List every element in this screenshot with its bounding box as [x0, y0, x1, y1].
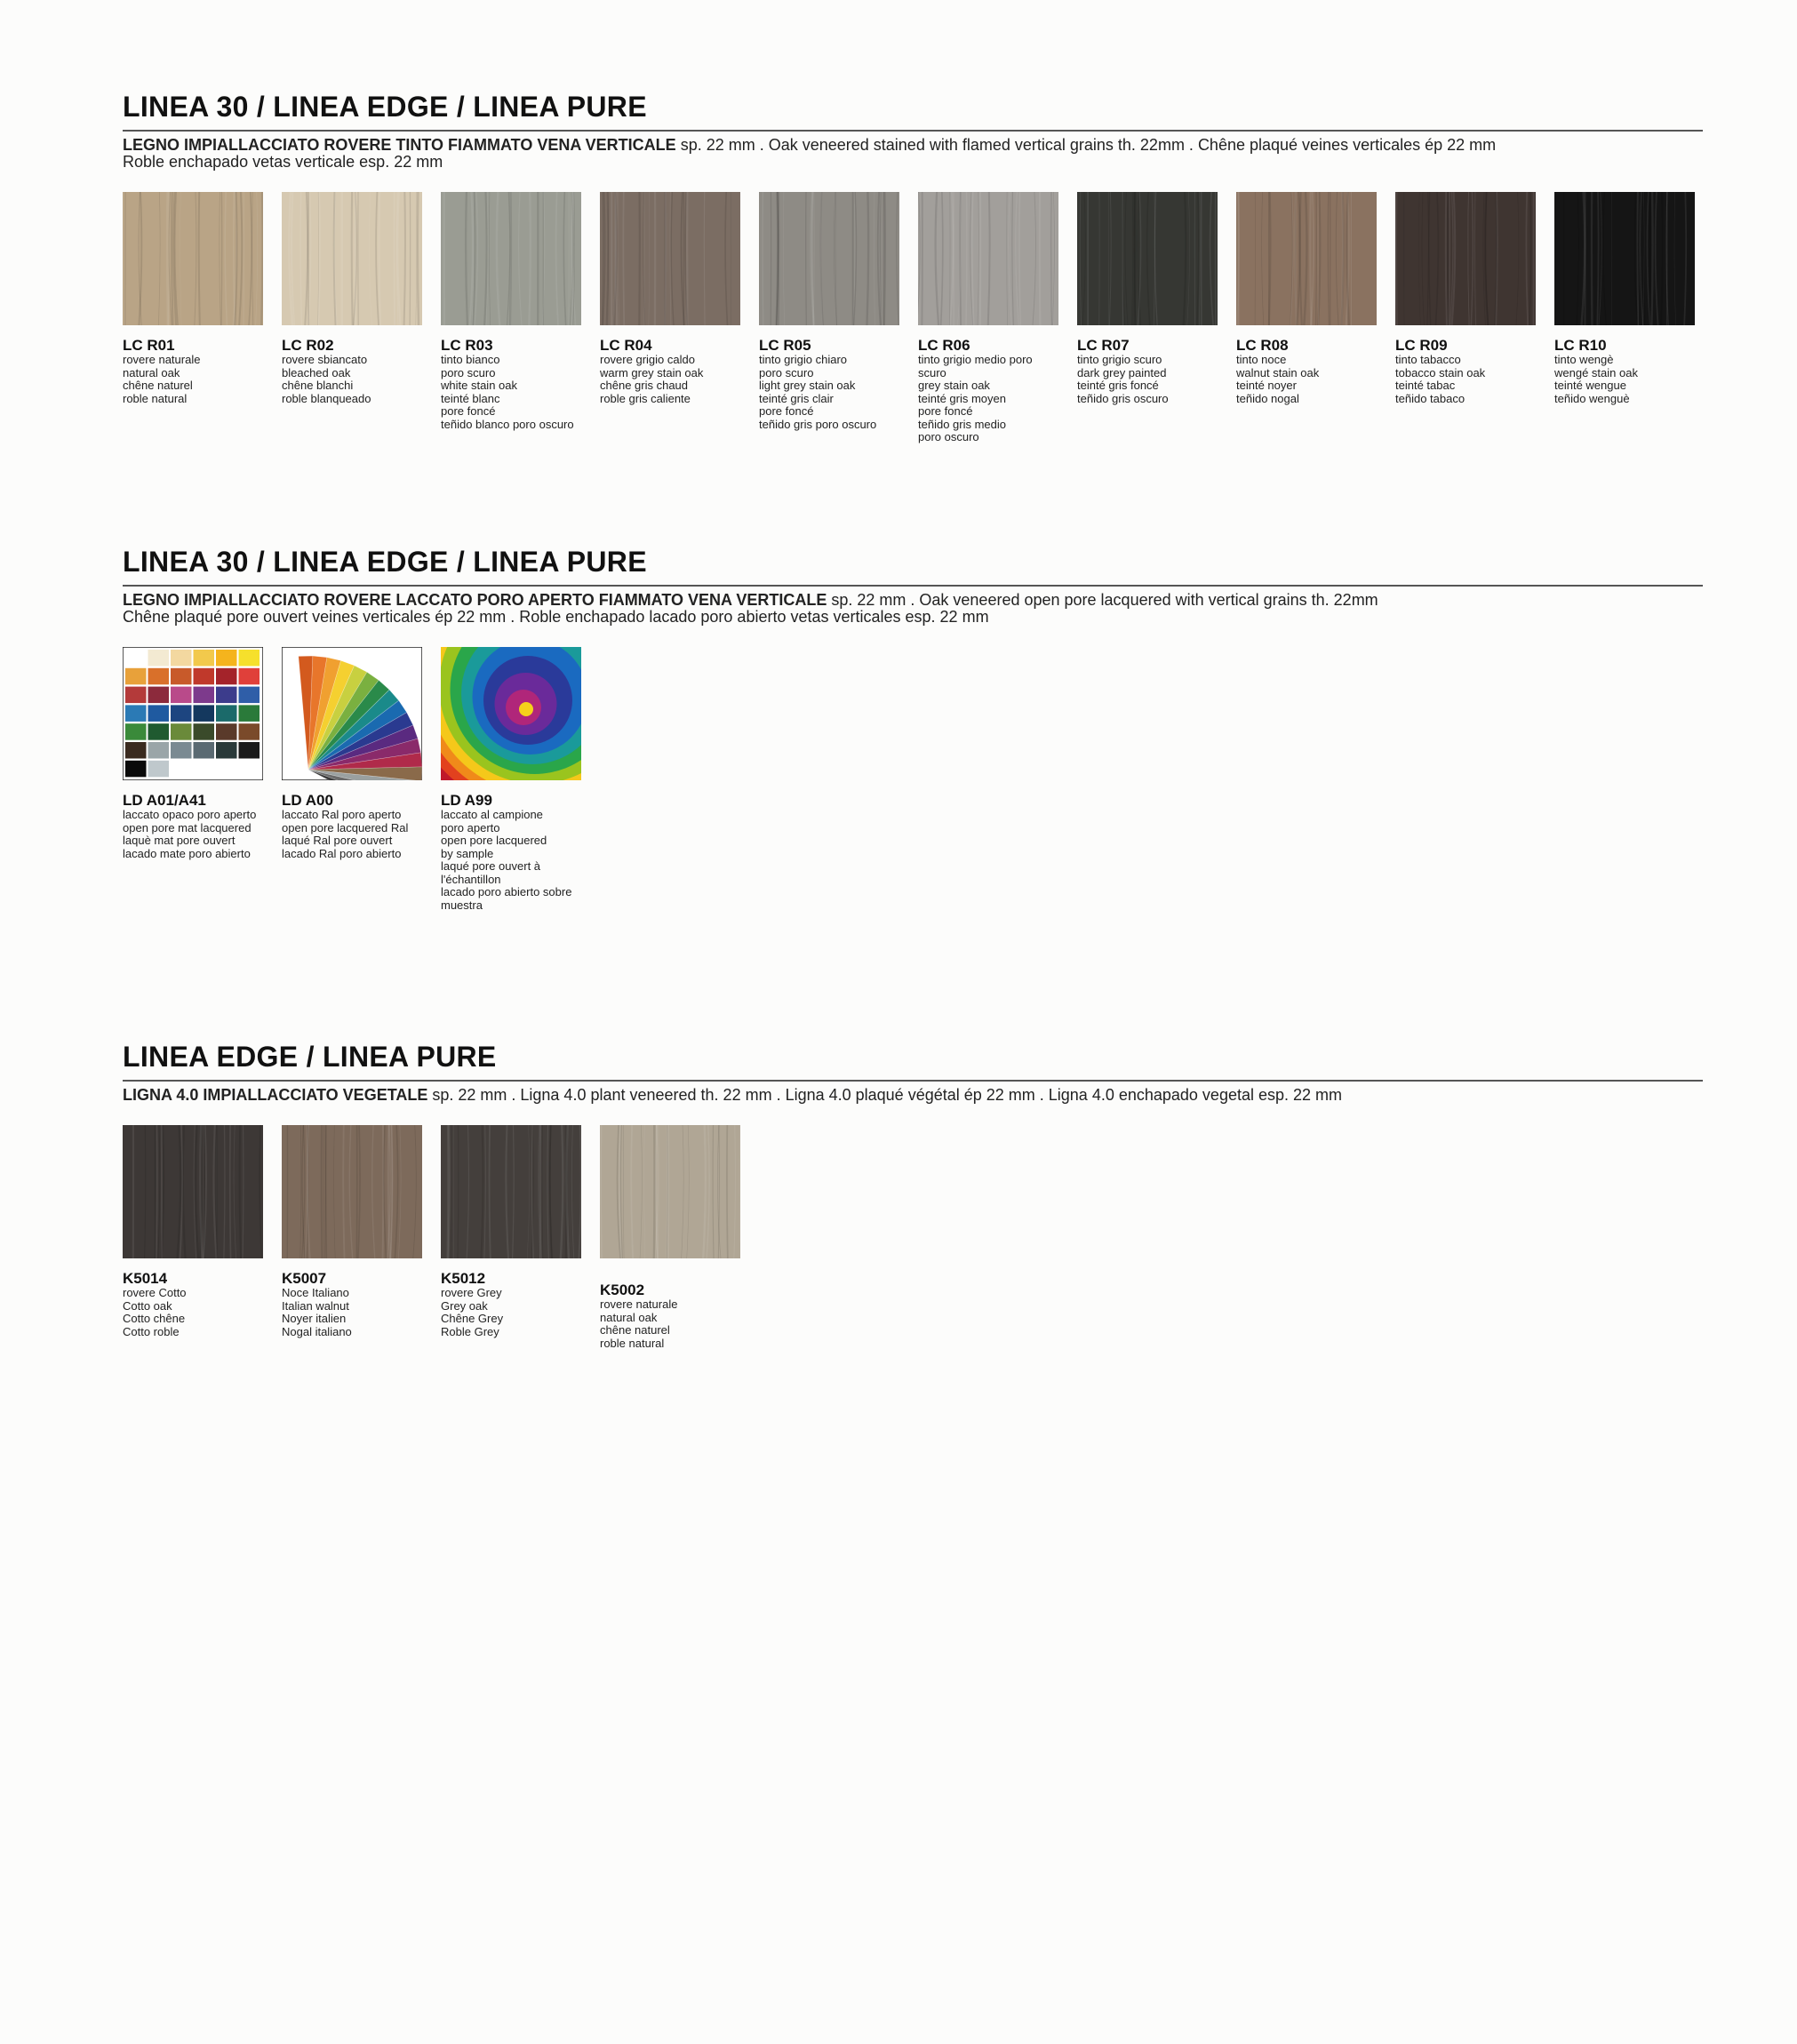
swatch-description-line: teinté gris clair: [759, 391, 834, 405]
swatch-description-line: Italian walnut: [282, 1298, 349, 1313]
swatch-description-line: Nogal italiano: [282, 1324, 352, 1338]
swatch-code: LC R01: [123, 337, 175, 354]
swatch-description-line: tinto bianco: [441, 353, 500, 366]
swatch-description-line: rovere sbiancato: [282, 353, 368, 366]
swatch-description: [918, 354, 1060, 444]
swatch-code: LC R08: [1236, 337, 1289, 354]
swatch-description-line: teñido nogal: [1236, 391, 1299, 405]
swatch-item: [600, 192, 742, 405]
swatch-code: K5002: [600, 1281, 645, 1298]
swatch-description-line: dark grey painted: [1077, 365, 1167, 379]
swatch-item: [123, 647, 265, 860]
swatch-description-line: lacado Ral poro abierto: [282, 846, 402, 860]
swatch-description-line: teñido gris medio: [918, 417, 1006, 431]
section-title: LINEA 30 / LINEA EDGE / LINEA PURE: [123, 91, 647, 123]
swatch-description: [1554, 354, 1697, 405]
swatch-description-line: scuro: [918, 365, 946, 379]
section-description: [123, 137, 1703, 171]
section-description: [123, 1087, 1703, 1104]
section-lacquered-oak: [123, 544, 1703, 949]
divider: [123, 130, 1703, 132]
swatch-description-line: poro aperto: [441, 820, 500, 834]
swatch-description-line: Roble Grey: [441, 1324, 499, 1338]
wood-swatch: [759, 192, 899, 325]
swatch-item: [441, 1125, 583, 1338]
section-title: LINEA 30 / LINEA EDGE / LINEA PURE: [123, 546, 647, 578]
swatch-description-line: laqué pore ouvert à: [441, 859, 541, 873]
wood-swatch: [441, 1125, 581, 1258]
swatch-description-line: Chêne Grey: [441, 1312, 504, 1325]
swatch-description-line: teinté noyer: [1236, 379, 1297, 392]
swatch-item: [441, 192, 583, 431]
swatch-grid: [123, 192, 1703, 494]
swatch-code: LC R04: [600, 337, 652, 354]
description-bold: LEGNO IMPIALLACCIATO ROVERE LACCATO PORO APERTO FIAMMATO VENA VERTICALE: [123, 591, 827, 609]
description-bold: LIGNA 4.0 IMPIALLACCIATO VEGETALE: [123, 1086, 428, 1104]
swatch-description-line: teinté gris moyen: [918, 391, 1006, 405]
swatch-item: [282, 1125, 424, 1338]
swatch-item: [441, 647, 583, 912]
swatch-description-line: teñido wenguè: [1554, 391, 1630, 405]
swatch-description-line: grey stain oak: [918, 379, 990, 392]
swatch-code: LC R09: [1395, 337, 1448, 354]
swatch-description: [123, 809, 265, 860]
swatch-description-line: walnut stain oak: [1236, 365, 1320, 379]
swatch-description-line: poro oscuro: [918, 430, 979, 443]
swatch-description-line: Cotto chêne: [123, 1312, 186, 1325]
divider: [123, 1080, 1703, 1082]
swatch-description-line: teñido tabaco: [1395, 391, 1466, 405]
wood-swatch: [282, 192, 422, 325]
swatch-description: [759, 354, 901, 431]
swatch-description-line: chêne naturel: [123, 379, 193, 392]
swatch-code: K5014: [123, 1270, 168, 1287]
swatch-description-line: chêne blanchi: [282, 379, 354, 392]
swatch-description: [123, 354, 265, 405]
swatch-code: LD A01/A41: [123, 792, 206, 809]
wood-swatch: [123, 1125, 263, 1258]
swatch-description: [123, 1287, 265, 1338]
swatch-description-line: rovere Grey: [441, 1286, 502, 1299]
swatch-description: [441, 809, 583, 912]
swatch-description-line: lacado mate poro abierto: [123, 846, 251, 860]
swatch-code: LC R02: [282, 337, 334, 354]
section-description: [123, 592, 1703, 626]
swatch-description-line: Noce Italiano: [282, 1286, 349, 1299]
section-stained-oak: [123, 89, 1703, 494]
swatch-description-line: laquè mat pore ouvert: [123, 834, 236, 847]
wood-swatch: [1236, 192, 1377, 325]
swatch-description-line: tobacco stain oak: [1395, 365, 1486, 379]
section-title: LINEA EDGE / LINEA PURE: [123, 1041, 497, 1073]
description-text: sp. 22 mm . Ligna 4.0 plant veneered th. 22 mm . Ligna 4.0 plaqué végétal ép 22 mm . Ligna 4.0 enchapado vegetal esp. 22 mm: [427, 1086, 1343, 1104]
swatch-description-line: teinté gris foncé: [1077, 379, 1159, 392]
swatch-description: [282, 354, 424, 405]
swatch-description-line: roble blanqueado: [282, 391, 371, 405]
wood-swatch: [1077, 192, 1218, 325]
swatch-description-line: pore foncé: [441, 404, 496, 418]
swatch-description-line: Cotto oak: [123, 1298, 172, 1313]
swatch-code: LC R05: [759, 337, 811, 354]
swatch-description-line: chêne naturel: [600, 1323, 670, 1337]
swatch-item: [282, 647, 424, 860]
swatch-description-line: laqué Ral pore ouvert: [282, 834, 393, 847]
swatch-code: LD A00: [282, 792, 333, 809]
swatch-description-line: teinté tabac: [1395, 379, 1456, 392]
swatch-description-line: Noyer italien: [282, 1312, 347, 1325]
swatch-code: K5007: [282, 1270, 327, 1287]
swatch-item: [1395, 192, 1537, 405]
swatch-description-line: warm grey stain oak: [600, 365, 704, 379]
swatch-description: [282, 1287, 424, 1338]
swatch-description-line: open pore mat lacquered: [123, 820, 252, 834]
swatch-description-line: teñido blanco poro oscuro: [441, 417, 574, 431]
swatch-description: [441, 1287, 583, 1338]
swatch-description-line: tinto grigio medio poro: [918, 353, 1033, 366]
swatch-item: [1554, 192, 1697, 405]
swatch-item: [123, 1125, 265, 1338]
swatch-description-line: wengé stain oak: [1554, 365, 1638, 379]
swatch-grid: [123, 647, 1703, 949]
wood-swatch: [282, 1125, 422, 1258]
color-swirl-icon: [441, 647, 581, 780]
wood-swatch: [600, 192, 740, 325]
swatch-description-line: light grey stain oak: [759, 379, 856, 392]
swatch-description-line: tinto wengè: [1554, 353, 1614, 366]
divider: [123, 585, 1703, 587]
swatch-description-line: tinto grigio scuro: [1077, 353, 1162, 366]
swatch-description: [282, 809, 424, 860]
description-text: sp. 22 mm . Oak veneered stained with flamed vertical grains th. 22mm . Chêne plaqué veines verticales ép 22 mm: [675, 136, 1497, 154]
swatch-description: [1395, 354, 1537, 405]
swatch-description-line: rovere naturale: [123, 353, 201, 366]
swatch-description-line: natural oak: [123, 365, 180, 379]
swatch-description-line: open pore lacquered Ral: [282, 820, 409, 834]
swatch-description-line: Grey oak: [441, 1298, 488, 1313]
swatch-description-line: lacado poro abierto sobre: [441, 885, 572, 898]
swatch-item: [1077, 192, 1219, 405]
swatch-description-line: teinté wengue: [1554, 379, 1626, 392]
wood-swatch: [1554, 192, 1695, 325]
description-line2: Roble enchapado vetas verticale esp. 22 mm: [123, 153, 443, 171]
wood-swatch: [600, 1125, 740, 1258]
description-text: sp. 22 mm . Oak veneered open pore lacquered with vertical grains th. 22mm: [827, 591, 1378, 609]
swatch-code: K5012: [441, 1270, 486, 1287]
swatch-code: LC R06: [918, 337, 970, 354]
swatch-description-line: open pore lacquered: [441, 834, 547, 847]
wood-swatch: [918, 192, 1058, 325]
swatch-description-line: tinto tabacco: [1395, 353, 1461, 366]
swatch-description-line: bleached oak: [282, 365, 351, 379]
swatch-description-line: white stain oak: [441, 379, 517, 392]
swatch-description-line: roble gris caliente: [600, 391, 691, 405]
swatch-description-line: roble natural: [600, 1336, 665, 1350]
swatch-description-line: tinto grigio chiaro: [759, 353, 847, 366]
swatch-description-line: Cotto roble: [123, 1324, 180, 1338]
swatch-description: [1077, 354, 1219, 405]
swatch-description-line: pore foncé: [918, 404, 973, 418]
swatch-description-line: rovere naturale: [600, 1297, 678, 1311]
description-line2: Chêne plaqué pore ouvert veines verticales ép 22 mm . Roble enchapado lacado poro abierto vetas verticales esp. 22 mm: [123, 608, 989, 626]
swatch-item: [282, 192, 424, 405]
swatch-item: [600, 1125, 742, 1350]
swatch-description-line: teñido gris poro oscuro: [759, 417, 877, 431]
swatch-code: LC R10: [1554, 337, 1607, 354]
swatch-description-line: poro scuro: [441, 365, 496, 379]
wood-swatch: [441, 192, 581, 325]
swatch-description-line: by sample: [441, 846, 494, 860]
swatch-description-line: tinto noce: [1236, 353, 1287, 366]
swatch-description-line: rovere Cotto: [123, 1286, 187, 1299]
swatch-item: [123, 192, 265, 405]
wood-swatch: [1395, 192, 1536, 325]
swatch-description-line: teñido gris oscuro: [1077, 391, 1169, 405]
swatch-description-line: chêne gris chaud: [600, 379, 689, 392]
swatch-description-line: pore foncé: [759, 404, 814, 418]
swatch-description-line: laccato opaco poro aperto: [123, 808, 257, 821]
swatch-description: [441, 354, 583, 431]
swatch-description-line: laccato Ral poro aperto: [282, 808, 402, 821]
swatch-description-line: muestra: [441, 898, 483, 912]
section-ligna-veneer: [123, 1039, 1703, 1427]
swatch-description: [600, 1298, 742, 1350]
swatch-description-line: l'échantillon: [441, 872, 501, 886]
swatch-grid: [123, 1125, 1703, 1427]
swatch-description-line: natural oak: [600, 1310, 658, 1324]
swatch-item: [918, 192, 1060, 444]
swatch-description-line: poro scuro: [759, 365, 814, 379]
swatch-description-line: roble natural: [123, 391, 188, 405]
ral-fan-deck-icon: [282, 647, 422, 780]
color-chart-icon: [123, 647, 263, 780]
swatch-description-line: laccato al campione: [441, 808, 543, 821]
swatch-code: LD A99: [441, 792, 492, 809]
swatch-item: [759, 192, 901, 431]
swatch-item: [1236, 192, 1378, 405]
swatch-description: [1236, 354, 1378, 405]
wood-swatch: [123, 192, 263, 325]
swatch-description: [600, 354, 742, 405]
swatch-code: LC R07: [1077, 337, 1130, 354]
swatch-code: LC R03: [441, 337, 493, 354]
description-bold: LEGNO IMPIALLACCIATO ROVERE TINTO FIAMMATO VENA VERTICALE: [123, 136, 676, 154]
swatch-description-line: rovere grigio caldo: [600, 353, 695, 366]
swatch-description-line: teinté blanc: [441, 391, 500, 405]
